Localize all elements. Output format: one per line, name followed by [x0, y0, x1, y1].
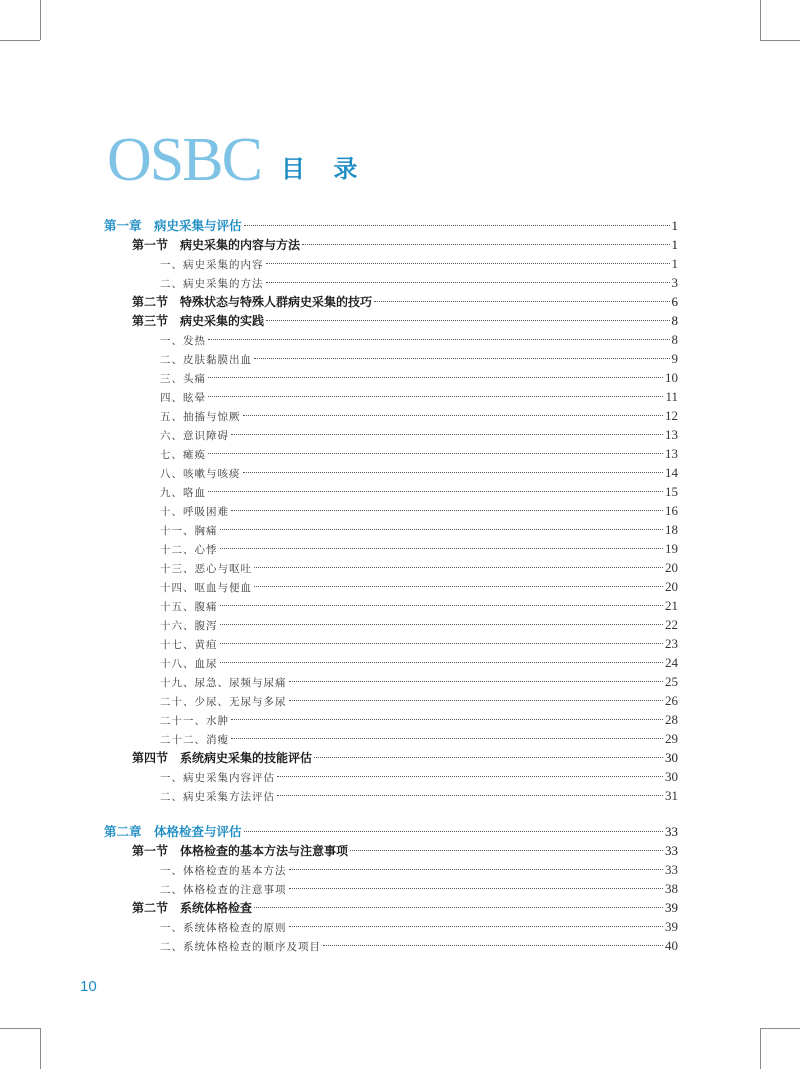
dot-leader — [350, 850, 663, 851]
toc-item-entry[interactable] — [104, 349, 678, 368]
toc-entry-label: 第二节 系统体格检查 — [132, 901, 253, 915]
toc-entry-page: 11 — [665, 389, 678, 404]
toc-entry-page: 1 — [671, 256, 678, 271]
toc-chapter-entry[interactable] — [104, 216, 678, 235]
toc-entry-label: 第二节 特殊状态与特殊人群病史采集的技巧 — [132, 295, 373, 309]
crop-mark — [760, 40, 800, 41]
toc-entry-page: 22 — [665, 617, 678, 632]
toc-item-entry[interactable] — [104, 501, 678, 520]
toc-entry-label: 二、病史采集方法评估 — [160, 791, 275, 803]
toc-entry-page: 33 — [665, 824, 678, 839]
dot-leader — [289, 888, 664, 889]
dot-leader — [220, 643, 664, 644]
toc-entry-label: 第一节 体格检查的基本方法与注意事项 — [132, 844, 349, 858]
toc-entry-label: 十六、腹泻 — [160, 620, 218, 632]
dot-leader — [289, 700, 664, 701]
crop-mark — [0, 40, 40, 41]
dot-leader — [323, 945, 663, 946]
toc-item-entry[interactable] — [104, 710, 678, 729]
toc-entry-label: 十、呼吸困难 — [160, 506, 229, 518]
toc-entry-page: 18 — [665, 522, 678, 537]
toc-entry-label: 十一、胸痛 — [160, 525, 218, 537]
toc-entry-page: 13 — [665, 446, 678, 461]
dot-leader — [220, 662, 664, 663]
toc-item-entry[interactable] — [104, 368, 678, 387]
toc-item-entry[interactable] — [104, 273, 678, 292]
dot-leader — [254, 567, 663, 568]
toc-entry-page: 13 — [665, 427, 678, 442]
dot-leader — [277, 776, 663, 777]
toc-section-entry[interactable] — [104, 311, 678, 330]
toc-entry-page: 33 — [665, 862, 678, 877]
crop-mark — [40, 0, 41, 40]
toc-entry-label: 八、咳嗽与咳痰 — [160, 468, 241, 480]
toc-section-entry[interactable] — [104, 898, 678, 917]
toc-item-entry[interactable] — [104, 653, 678, 672]
dot-leader — [208, 491, 663, 492]
dot-leader — [314, 757, 663, 758]
dot-leader — [208, 377, 663, 378]
toc-entry-label: 一、发热 — [160, 335, 206, 347]
toc-item-entry[interactable] — [104, 520, 678, 539]
dot-leader — [266, 282, 670, 283]
toc-entry-page: 24 — [665, 655, 678, 670]
dot-leader — [231, 434, 663, 435]
dot-leader — [254, 586, 663, 587]
toc-item-entry[interactable] — [104, 330, 678, 349]
toc-entry-page: 12 — [665, 408, 678, 423]
toc-entry-page: 16 — [665, 503, 678, 518]
crop-mark — [760, 1028, 800, 1029]
toc-entry-page: 1 — [671, 237, 678, 252]
toc-entry-page: 8 — [671, 332, 678, 347]
toc-entry-label: 十七、黄疸 — [160, 639, 218, 651]
toc-section-entry[interactable] — [104, 235, 678, 254]
toc-item-entry[interactable] — [104, 672, 678, 691]
toc-entry-page: 30 — [665, 769, 678, 784]
toc-item-entry[interactable] — [104, 691, 678, 710]
toc-item-entry[interactable] — [104, 879, 678, 898]
dot-leader — [231, 719, 663, 720]
dot-leader — [231, 510, 663, 511]
dot-leader — [277, 795, 663, 796]
toc-entry-page: 29 — [665, 731, 678, 746]
toc-entry-label: 第一章 病史采集与评估 — [104, 218, 242, 233]
toc-entry-page: 20 — [665, 579, 678, 594]
toc-entry-label: 第三节 病史采集的实践 — [132, 314, 265, 328]
toc-item-entry[interactable] — [104, 482, 678, 501]
dot-leader — [302, 244, 669, 245]
toc-entry-page: 31 — [665, 788, 678, 803]
dot-leader — [220, 605, 664, 606]
toc-entry-page: 8 — [671, 313, 678, 328]
toc-item-entry[interactable] — [104, 596, 678, 615]
toc-spacer — [104, 805, 678, 822]
toc-entry-label: 五、抽搐与惊厥 — [160, 411, 241, 423]
toc-entry-page: 40 — [665, 938, 678, 953]
toc-item-entry[interactable] — [104, 539, 678, 558]
toc-item-entry[interactable] — [104, 860, 678, 879]
dot-leader — [243, 415, 664, 416]
toc-entry-page: 39 — [665, 900, 678, 915]
dot-leader — [289, 869, 664, 870]
crop-mark — [760, 1028, 761, 1069]
toc-entry-page: 15 — [665, 484, 678, 499]
toc-entry-label: 二十二、消瘦 — [160, 734, 229, 746]
toc-item-entry[interactable] — [104, 558, 678, 577]
toc-entry-page: 39 — [665, 919, 678, 934]
toc-entry-label: 二、系统体格检查的顺序及项目 — [160, 941, 321, 953]
crop-mark — [760, 0, 761, 40]
toc-item-entry[interactable] — [104, 577, 678, 596]
toc-item-entry[interactable] — [104, 615, 678, 634]
toc-entry-label: 十四、呕血与便血 — [160, 582, 252, 594]
toc-entry-label: 十二、心悸 — [160, 544, 218, 556]
toc-item-entry[interactable] — [104, 444, 678, 463]
toc-entry-label: 三、头痛 — [160, 373, 206, 385]
toc-item-entry[interactable] — [104, 254, 678, 273]
osbc-logo: OSBC — [107, 126, 261, 194]
toc-entry-page: 20 — [665, 560, 678, 575]
dot-leader — [231, 738, 663, 739]
dot-leader — [243, 472, 664, 473]
toc-item-entry[interactable] — [104, 729, 678, 748]
toc-entry-page: 33 — [665, 843, 678, 858]
toc-entry-label: 二、皮肤黏膜出血 — [160, 354, 252, 366]
toc-item-entry[interactable] — [104, 917, 678, 936]
toc-item-entry[interactable] — [104, 463, 678, 482]
toc-entry-page: 25 — [665, 674, 678, 689]
toc-entry-label: 四、眩晕 — [160, 392, 206, 404]
toc-entry-page: 23 — [665, 636, 678, 651]
dot-leader — [244, 225, 670, 226]
dot-leader — [374, 301, 669, 302]
toc-entry-label: 一、系统体格检查的原则 — [160, 922, 287, 934]
toc-item-entry[interactable] — [104, 767, 678, 786]
toc-entry-label: 二、体格检查的注意事项 — [160, 884, 287, 896]
toc-entry-label: 一、病史采集的内容 — [160, 259, 264, 271]
toc-chapter-entry[interactable] — [104, 822, 678, 841]
toc-entry-label: 十八、血尿 — [160, 658, 218, 670]
dot-leader — [289, 926, 664, 927]
toc-entry-label: 二、病史采集的方法 — [160, 278, 264, 290]
toc-entry-page: 30 — [665, 750, 678, 765]
dot-leader — [266, 320, 669, 321]
toc-entry-label: 一、病史采集内容评估 — [160, 772, 275, 784]
toc-entry-page: 6 — [671, 294, 678, 309]
toc-header — [107, 126, 368, 194]
toc-entry-page: 28 — [665, 712, 678, 727]
dot-leader — [208, 339, 670, 340]
toc-entry-page: 14 — [665, 465, 678, 480]
toc-entry-label: 二十一、水肿 — [160, 715, 229, 727]
toc-entry-label: 第四节 系统病史采集的技能评估 — [132, 751, 313, 765]
page-number: 10 — [80, 978, 97, 995]
dot-leader — [208, 396, 663, 397]
toc-entry-label: 第二章 体格检查与评估 — [104, 824, 242, 839]
toc-entry-page: 21 — [665, 598, 678, 613]
toc-entry-label: 九、咯血 — [160, 487, 206, 499]
toc-entry-label: 十五、腹痛 — [160, 601, 218, 613]
toc-item-entry[interactable] — [104, 634, 678, 653]
dot-leader — [208, 453, 663, 454]
table-of-contents — [104, 216, 678, 955]
toc-entry-page: 19 — [665, 541, 678, 556]
toc-item-entry[interactable] — [104, 387, 678, 406]
toc-entry-page: 9 — [671, 351, 678, 366]
page-title: 目 录 — [280, 155, 368, 183]
dot-leader — [266, 263, 670, 264]
toc-entry-label: 十九、尿急、尿频与尿痛 — [160, 677, 287, 689]
toc-section-entry[interactable] — [104, 748, 678, 767]
dot-leader — [220, 624, 664, 625]
toc-entry-label: 七、瘫痪 — [160, 449, 206, 461]
toc-entry-page: 3 — [671, 275, 678, 290]
toc-entry-label: 六、意识障碍 — [160, 430, 229, 442]
toc-item-entry[interactable] — [104, 786, 678, 805]
crop-mark — [40, 1028, 41, 1069]
dot-leader — [244, 831, 663, 832]
dot-leader — [220, 548, 664, 549]
toc-entry-page: 10 — [665, 370, 678, 385]
dot-leader — [254, 358, 670, 359]
toc-entry-label: 第一节 病史采集的内容与方法 — [132, 238, 301, 252]
toc-section-entry[interactable] — [104, 292, 678, 311]
toc-entry-label: 十三、恶心与呕吐 — [160, 563, 252, 575]
toc-item-entry[interactable] — [104, 936, 678, 955]
dot-leader — [220, 529, 664, 530]
dot-leader — [254, 907, 663, 908]
toc-entry-label: 一、体格检查的基本方法 — [160, 865, 287, 877]
toc-entry-page: 1 — [671, 218, 678, 233]
toc-entry-page: 26 — [665, 693, 678, 708]
crop-mark — [0, 1028, 40, 1029]
dot-leader — [289, 681, 664, 682]
toc-entry-page: 38 — [665, 881, 678, 896]
toc-entry-label: 二十、少尿、无尿与多尿 — [160, 696, 287, 708]
toc-item-entry[interactable] — [104, 425, 678, 444]
toc-section-entry[interactable] — [104, 841, 678, 860]
toc-item-entry[interactable] — [104, 406, 678, 425]
